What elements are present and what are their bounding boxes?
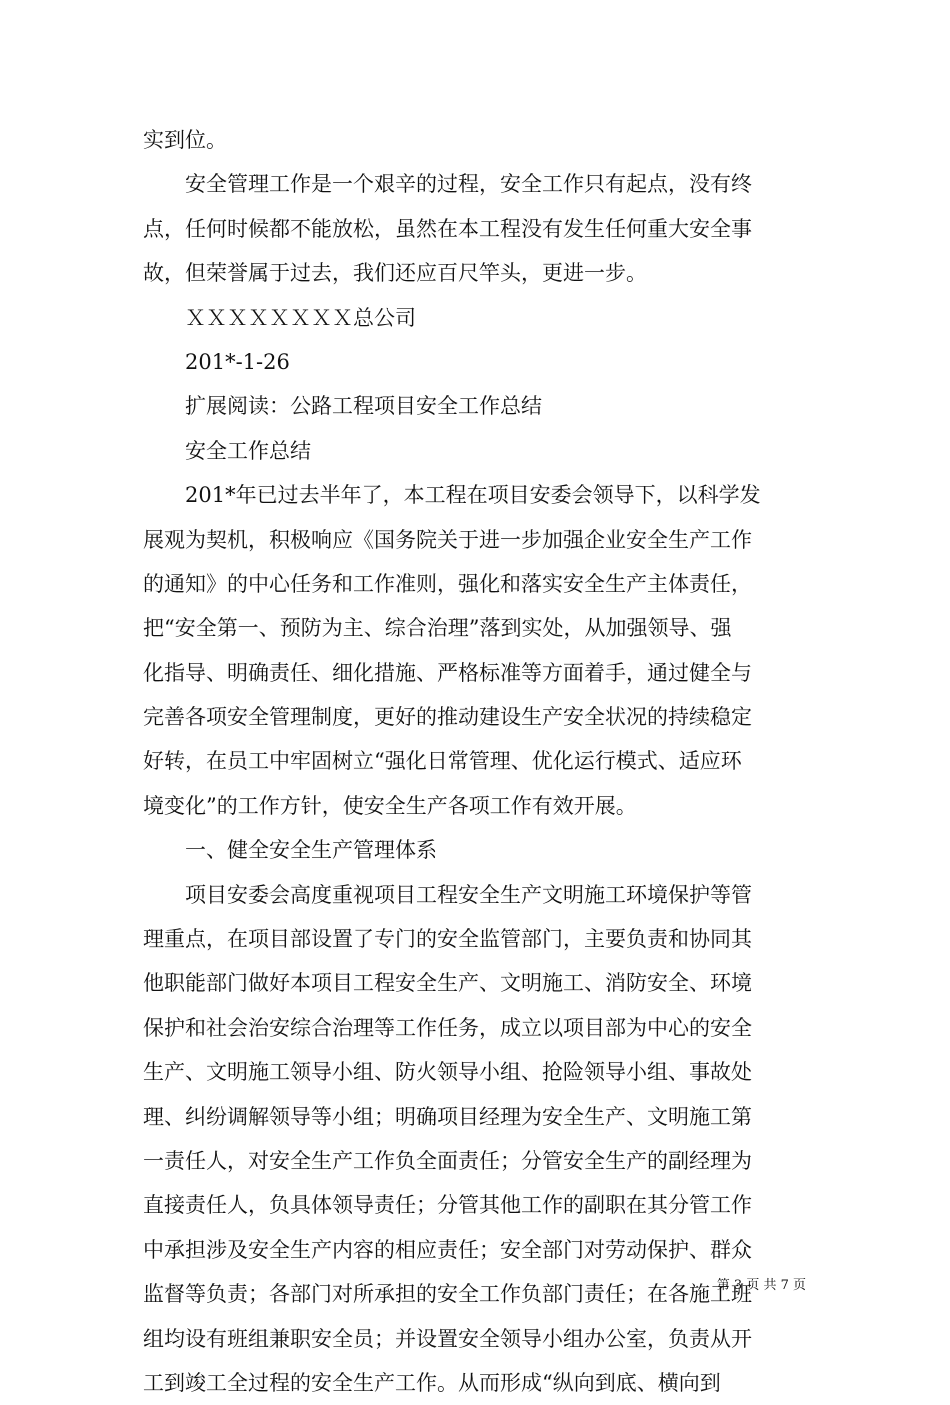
- signature-date: 201*-1-26: [143, 349, 290, 374]
- text-line: 故，但荣誉属于过去，我们还应百尺竿头，更进一步。: [143, 261, 647, 286]
- text-line: 生产、文明施工领导小组、防火领导小组、抢险领导小组、事故处: [143, 1060, 752, 1085]
- text-line: 理重点，在项目部设置了专门的安全监管部门，主要负责和协同其: [143, 927, 752, 952]
- text-line: 监督等负责；各部门对所承担的安全工作负部门责任；在各施工班: [143, 1282, 752, 1307]
- text-line: 保护和社会治安综合治理等工作任务，成立以项目部为中心的安全: [143, 1015, 752, 1040]
- extended-reading-title: 扩展阅读：公路工程项目安全工作总结: [143, 394, 542, 419]
- text-line: 的通知》的中心任务和工作准则，强化和落实安全生产主体责任，: [143, 571, 752, 596]
- text-line: 他职能部门做好本项目工程安全生产、文明施工、消防安全、环境: [143, 971, 752, 996]
- text-line: 组均设有班组兼职安全员；并设置安全领导小组办公室，负责从开: [143, 1326, 752, 1351]
- text-line: 完善各项安全管理制度，更好的推动建设生产安全状况的持续稳定: [143, 705, 752, 730]
- text-line: 中承担涉及安全生产内容的相应责任；安全部门对劳动保护、群众: [143, 1237, 752, 1262]
- company-signature: ＸＸＸＸＸＸＸＸ总公司: [143, 305, 416, 330]
- section-title: 安全工作总结: [143, 438, 311, 463]
- text-line: 201*年已过去半年了，本工程在项目安委会领导下，以科学发: [143, 483, 761, 508]
- page-number-footer: 第 3 页 共 7 页: [716, 1278, 806, 1293]
- text-line: 把“安全第一、预防为主、综合治理”落到实处，从加强领导、强: [143, 616, 732, 641]
- text-line: 化指导、明确责任、细化措施、严格标准等方面着手，通过健全与: [143, 660, 752, 685]
- text-line: 直接责任人，负具体领导责任；分管其他工作的副职在其分管工作: [143, 1193, 752, 1218]
- text-line: 一责任人，对安全生产工作负全面责任；分管安全生产的副经理为: [143, 1148, 752, 1173]
- text-line: 实到位。: [143, 128, 227, 152]
- text-line: 展观为契机，积极响应《国务院关于进一步加强企业安全生产工作: [143, 527, 752, 552]
- text-line: 理、纠纷调解领导等小组；明确项目经理为安全生产、文明施工第: [143, 1104, 752, 1129]
- text-line: 境变化”的工作方针，使安全生产各项工作有效开展。: [143, 793, 637, 818]
- text-line: 安全管理工作是一个艰辛的过程，安全工作只有起点，没有终: [143, 172, 752, 197]
- document-body: [143, 118, 809, 1405]
- section-heading: 一、健全安全生产管理体系: [143, 838, 437, 863]
- text-line: 工到竣工全过程的安全生产工作。从而形成“纵向到底、横向到: [143, 1370, 721, 1395]
- text-line: 点，任何时候都不能放松，虽然在本工程没有发生任何重大安全事: [143, 216, 752, 241]
- text-line: 项目安委会高度重视项目工程安全生产文明施工环境保护等管: [143, 882, 752, 907]
- text-line: 好转，在员工中牢固树立“强化日常管理、优化运行模式、适应环: [143, 749, 742, 774]
